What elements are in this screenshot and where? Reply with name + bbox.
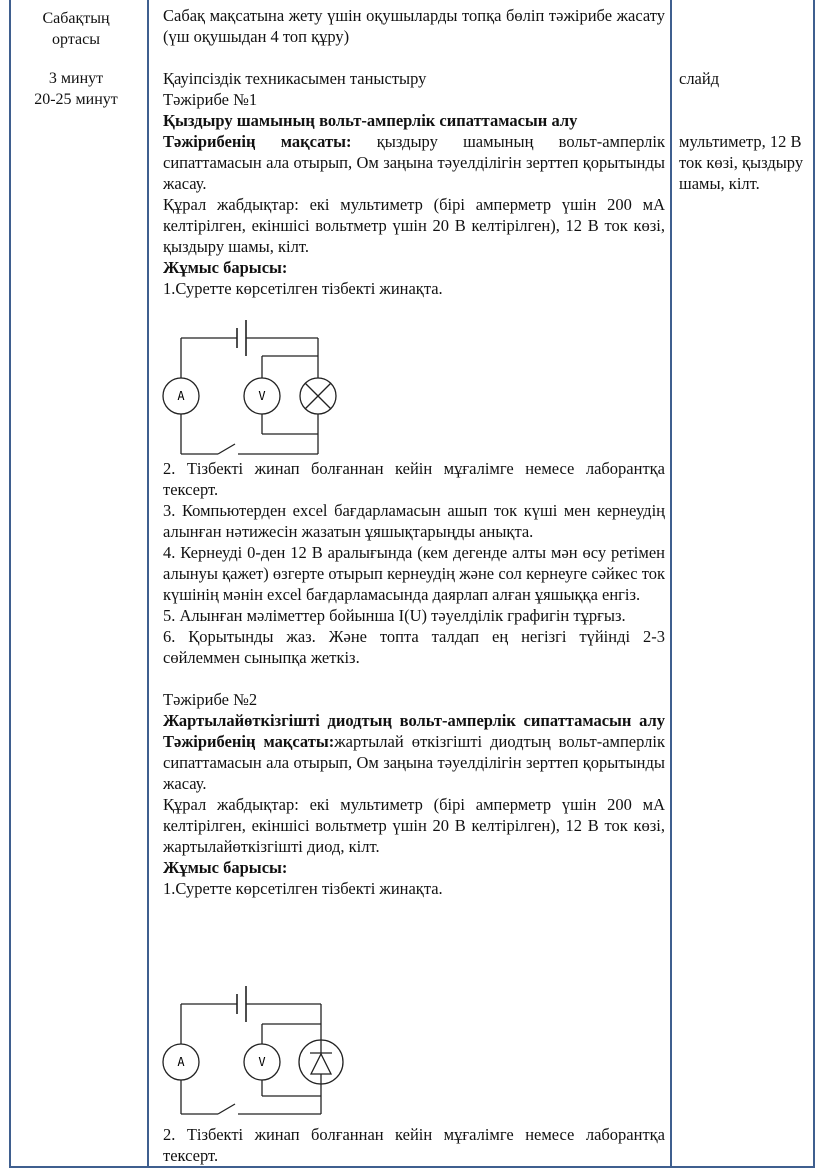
voltmeter-label: V xyxy=(258,389,266,403)
stage-time-line: 3 минут xyxy=(48,70,104,87)
stage-name-line: ортасы xyxy=(52,31,100,48)
exp2-step-1: 1.Суретте көрсетілген тізбекті жинақта. xyxy=(163,879,443,898)
exp1-goal xyxy=(163,131,665,194)
voltmeter-icon xyxy=(244,1044,280,1080)
lesson-content-top xyxy=(163,5,665,299)
resource-equipment: мультиметр, 12 В ток көзі, қыздыру шамы, кілт. xyxy=(679,132,804,193)
exp2-goal-text: жартылай өткізгішті диодтың вольт-амперлік сипаттамасын ала отырып, Ом заңына тәуелділігін зерттеп қорытынды жасау. xyxy=(163,732,665,793)
exp2-title: Жартылайөткізгішті диодтың вольт-амперлік сипаттамасын алу xyxy=(163,711,665,730)
diode-icon xyxy=(299,1040,343,1084)
lesson-content-middle xyxy=(163,458,665,899)
ammeter-icon xyxy=(163,378,199,414)
exp2-number: Тәжірибе №2 xyxy=(163,690,258,709)
exp2-goal xyxy=(163,731,665,794)
exp2-equipment: Құрал жабдықтар: екі мультиметр (бірі амперметр үшін 200 мА келтірілген, екіншісі вольтметр үшін 20 В келтірілген), 12 В ток көзі, жартылайөткізгішті диод, кілт. xyxy=(163,795,665,856)
resource-slide: слайд xyxy=(679,69,720,88)
column-divider xyxy=(670,0,672,1168)
exp2-step-2: 2. Тізбекті жинап болғаннан кейін мұғалімге немесе лаборантқа тексерт. xyxy=(163,1125,665,1165)
circuit-diagram-lamp xyxy=(158,316,358,464)
exp1-equipment: Құрал жабдықтар: екі мультиметр (бірі амперметр үшін 200 мА келтірілген, екіншісі вольтметр үшін 20 В келтірілген), 12 В ток көзі, қыздыру шамы, кілт. xyxy=(163,195,665,256)
lesson-content-bottom xyxy=(163,1124,665,1166)
exp1-step-6: 6. Қорытынды жаз. Және топта талдап ең негізгі түйінді 2-3 сөйлеммен сыныпқа жеткіз. xyxy=(163,627,665,667)
stage-time-line: 20-25 минут xyxy=(34,91,118,108)
exp1-title: Қыздыру шамының вольт-амперлік сипаттамасын алу xyxy=(163,111,578,130)
column-divider xyxy=(147,0,149,1168)
ammeter-icon xyxy=(163,1044,199,1080)
exp1-step-2: 2. Тізбекті жинап болғаннан кейін мұғалімге немесе лаборантқа тексерт. xyxy=(163,459,665,499)
safety-text: Қауіпсіздік техникасымен таныстыру xyxy=(163,69,427,88)
exp1-step-5: 5. Алынған мәліметтер бойынша I(U) тәуелділік графигін тұрғыз. xyxy=(163,606,626,625)
exp1-goal-text: қыздыру шамының вольт-амперлік сипаттамасын ала отырып, Ом заңына тәуелділігін зерттеп қорытынды жасау. xyxy=(163,132,665,193)
exp2-goal-label: Тәжірибенің мақсаты: xyxy=(163,732,335,751)
lamp-icon xyxy=(300,378,336,414)
voltmeter-icon xyxy=(244,378,280,414)
ammeter-label: A xyxy=(177,1055,185,1069)
ammeter-label: A xyxy=(177,389,185,403)
stage-name-line: Сабақтың xyxy=(42,10,110,27)
exp2-procedure-label: Жұмыс барысы: xyxy=(163,858,288,877)
exp1-step-3: 3. Компьютерден excel бағдарламасын ашып ток күші мен кернеудің алынған нәтижесін жазатын ұяшықтарыңды анықта. xyxy=(163,501,665,541)
exp1-number: Тәжірибе №1 xyxy=(163,90,258,109)
exp1-step-4: 4. Кернеуді 0-ден 12 В аралығында (кем дегенде алты мән өсу ретімен алынуы қажет) өзгерте отырып кернеудің және сол кернеуге сәйкес ток күшінің мәнін excel бағдарламасында даярлап алған ұяшыққа енгіз. xyxy=(163,543,665,604)
intro-text: Сабақ мақсатына жету үшін оқушыларды топқа бөліп тәжірибе жасату (үш оқушыдан 4 топ құру) xyxy=(163,6,665,46)
stage-time xyxy=(14,68,138,110)
voltmeter-label: V xyxy=(258,1055,266,1069)
exp1-procedure-label: Жұмыс барысы: xyxy=(163,258,288,277)
stage-name xyxy=(14,8,138,50)
circuit-diagram-diode xyxy=(158,982,358,1122)
exp1-step-1: 1.Суретте көрсетілген тізбекті жинақта. xyxy=(163,279,443,298)
exp1-goal-label: Тәжірибенің мақсаты: xyxy=(163,132,352,151)
